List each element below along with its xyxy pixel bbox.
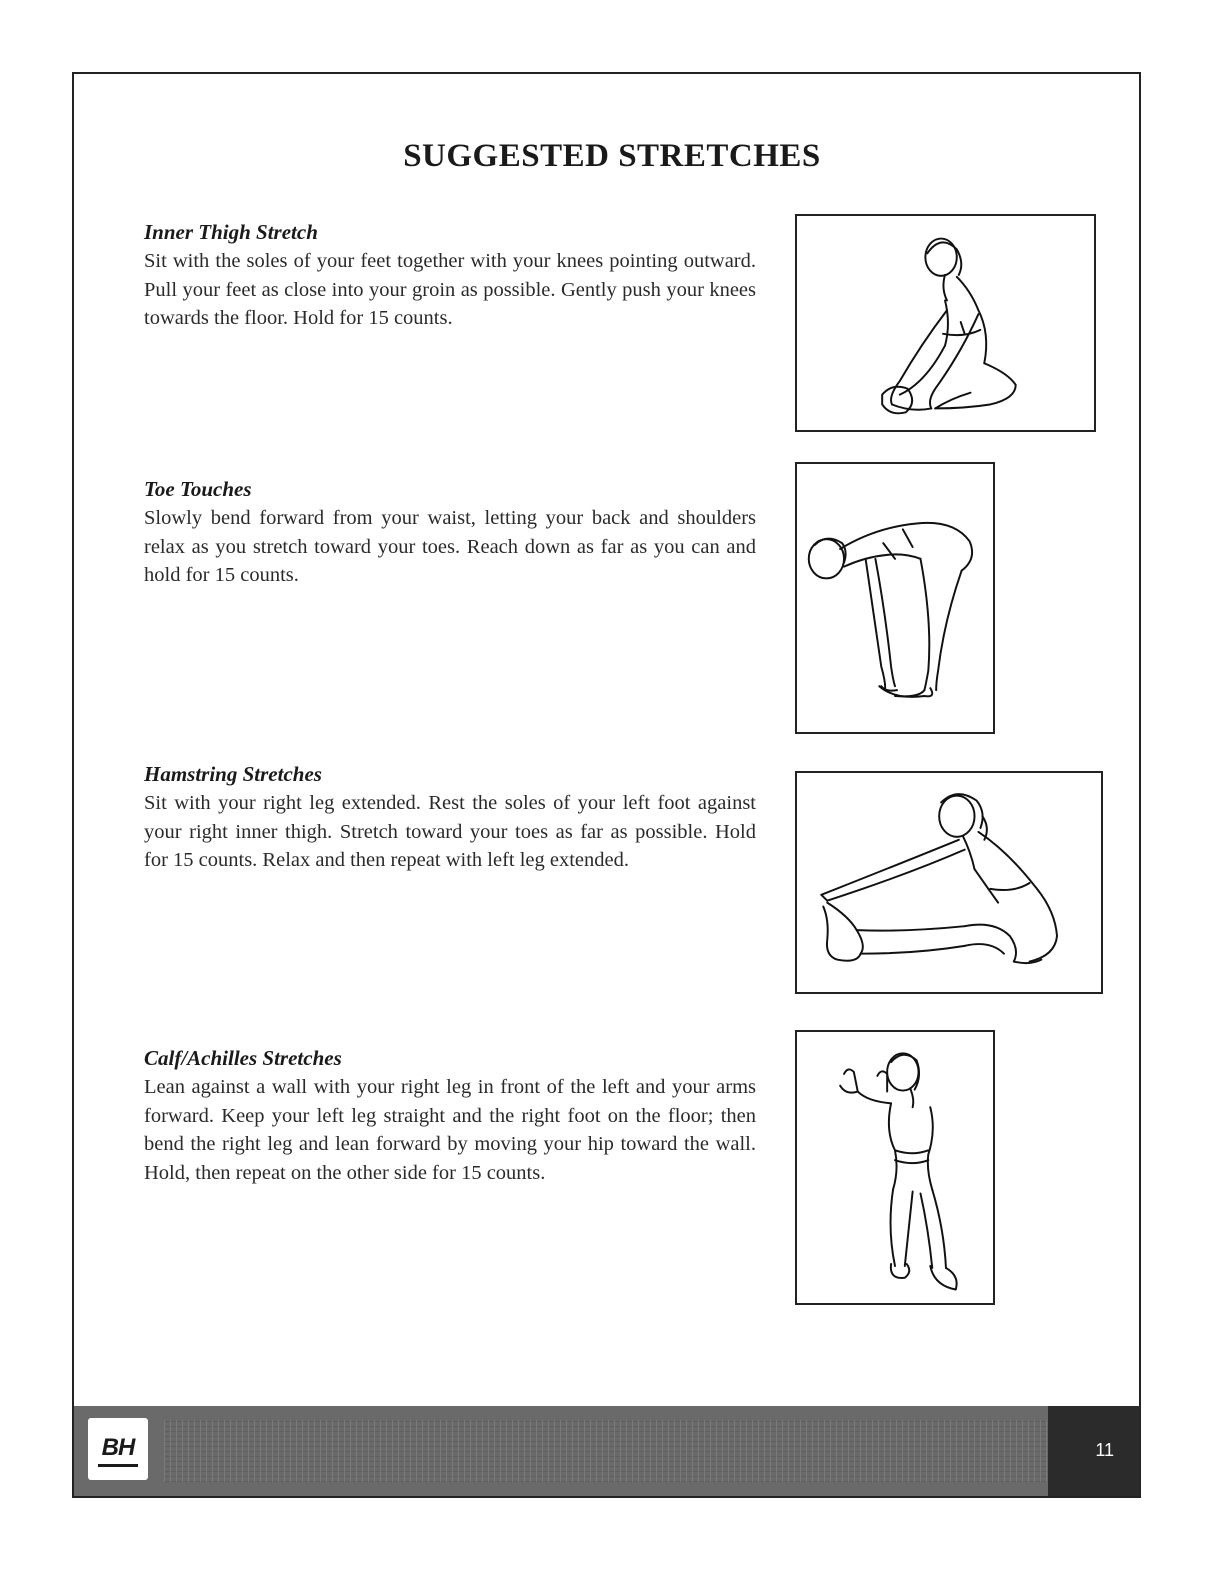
section-heading: Inner Thigh Stretch	[144, 220, 318, 244]
section-heading: Toe Touches	[144, 477, 252, 501]
section-body: Slowly bend forward from your waist, letting your back and shoulders relax as you stretch toward your toes. Reach down as far as you can and hold for 15 counts.	[144, 507, 756, 586]
section-body: Sit with your right leg extended. Rest the soles of your left foot against your right inner thigh. Stretch toward your toes as far as possible. Hold for 15 counts. Relax and then repeat with left leg extended.	[144, 792, 756, 871]
toe-touches-illustration	[795, 462, 995, 734]
section-toe-touches	[144, 477, 756, 590]
section-heading: Hamstring Stretches	[144, 762, 322, 786]
section-body: Sit with the soles of your feet together with your knees pointing outward. Pull your feet as close into your groin as possible. Gently push your knees towards the floor. Hold for 15 counts.	[144, 250, 756, 329]
section-hamstring	[144, 762, 756, 875]
inner-thigh-illustration	[795, 214, 1096, 432]
logo-underline	[98, 1464, 138, 1467]
hamstring-illustration	[795, 771, 1103, 994]
logo-text: BH	[101, 1434, 135, 1461]
section-inner-thigh	[144, 220, 756, 333]
section-heading: Calf/Achilles Stretches	[144, 1046, 342, 1070]
footer-pattern	[164, 1420, 1050, 1482]
bh-logo	[88, 1418, 148, 1480]
page-number-block	[1048, 1406, 1140, 1496]
section-calf-achilles	[144, 1046, 756, 1187]
footer-bar	[74, 1406, 1140, 1496]
page-number: 11	[1095, 1440, 1114, 1460]
section-body: Lean against a wall with your right leg in front of the left and your arms forward. Keep your left leg straight and the right foot on the floor; then bend the right leg and lean forward by moving your hip toward the wall. Hold, then repeat on the other side for 15 counts.	[144, 1076, 756, 1184]
calf-achilles-illustration	[795, 1030, 995, 1305]
page-title: SUGGESTED STRETCHES	[403, 138, 821, 174]
